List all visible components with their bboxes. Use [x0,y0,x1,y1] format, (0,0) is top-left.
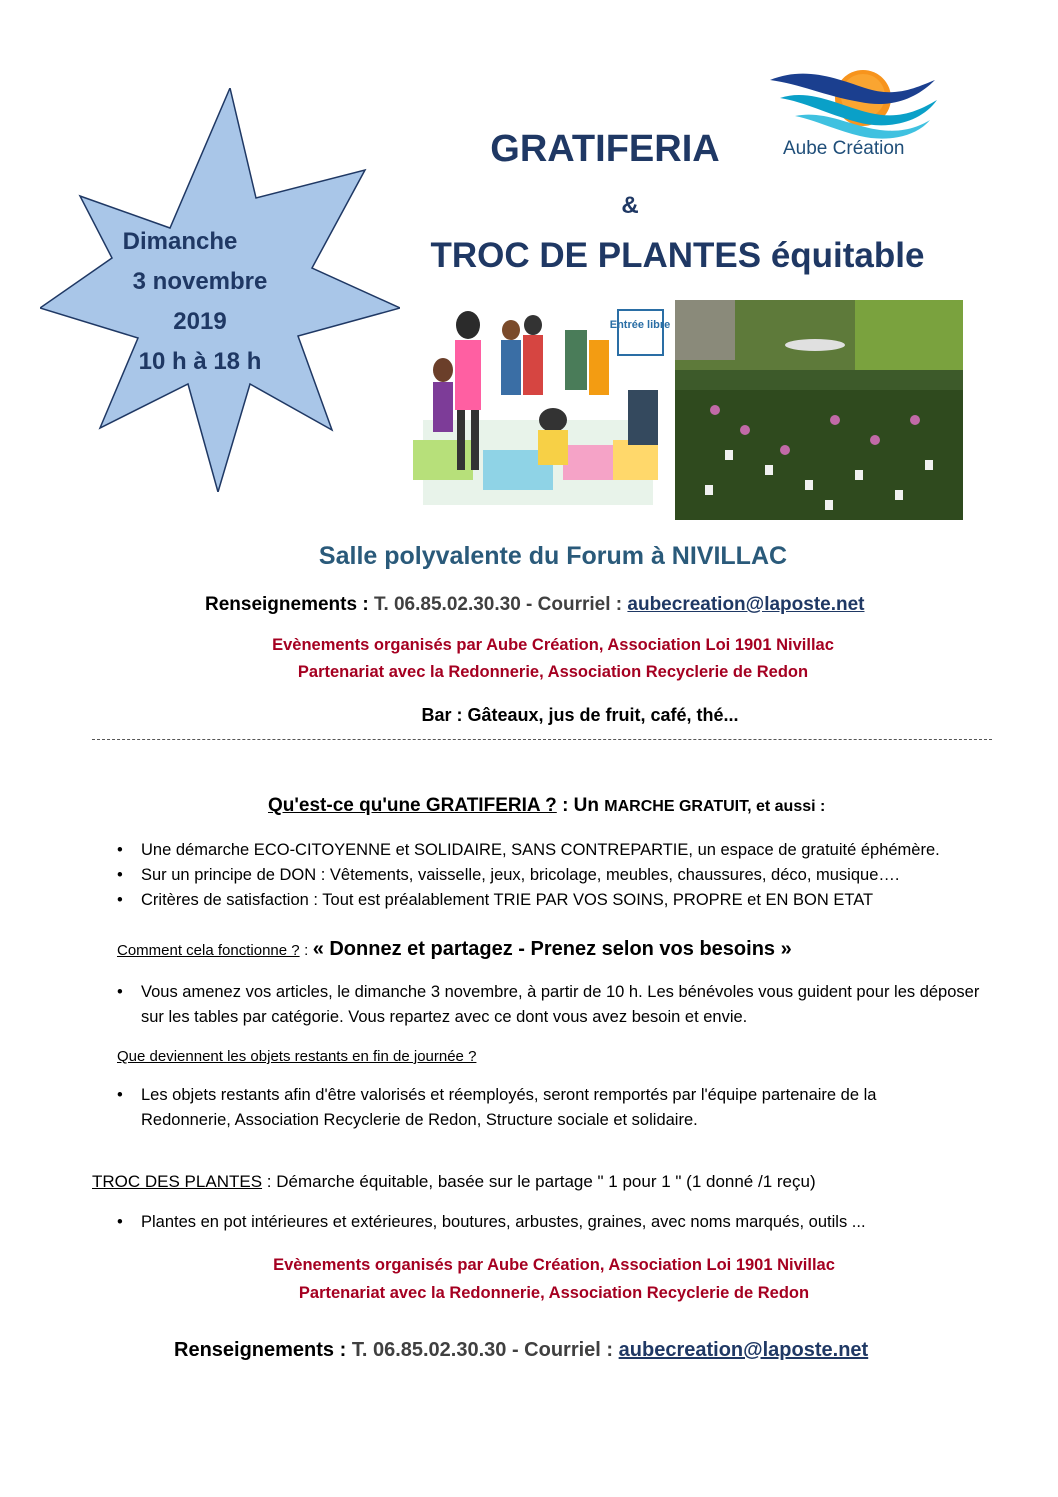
gratiferia-answer-un: : Un [562,795,599,816]
dashed-divider [92,739,992,740]
starburst-day: Dimanche [122,228,238,255]
footer-organizers-line-2: Partenariat avec la Redonnerie, Association Recyclerie de Redon [298,1284,810,1302]
gratiferia-question-line [268,795,825,817]
how-label: Comment cela fonctionne ? [117,942,300,959]
contact-email-link[interactable]: aubecreation@laposte.net [627,594,865,615]
troc-bullets [113,1210,993,1235]
remaining-bullets [113,1083,953,1133]
how-sep: : [304,942,309,959]
starburst-date: 3 novembre [132,268,268,295]
remaining-label: Que deviennent les objets restants en fin de journée ? [117,1048,477,1065]
list-item: • Une démarche ECO-CITOYENNE et SOLIDAIRE, SANS CONTREPARTIE, un espace de gratuité éphémère. [113,838,993,863]
contact-line [205,594,865,616]
title-gratiferia: GRATIFERIA [490,128,720,170]
title-troc: TROC DE PLANTES équitable [430,236,925,275]
list-item: • Critères de satisfaction : Tout est préalablement TRIE PAR VOS SOINS, PROPRE et EN BON ETAT [113,888,993,913]
list-item: • Vous amenez vos articles, le dimanche 3 novembre, à partir de 10 h. Les bénévoles vous guident pour les déposer sur les tables par catégorie. Vous repartez avec ce dont vous avez besoin et envie. [113,980,983,1030]
contact-label: Renseignements : [205,594,369,615]
aube-creation-logo [765,58,945,168]
footer-contact-phone: T. 06.85.02.30.30 - Courriel : [351,1339,614,1361]
gratiferia-question: Qu'est-ce qu'une GRATIFERIA ? [268,795,557,816]
how-quote: « Donnez et partagez - Prenez selon vos besoins » [312,938,792,960]
gratiferia-illustration [403,300,671,505]
footer-email-link[interactable]: aubecreation@laposte.net [618,1339,869,1361]
people-exchange-icon [403,300,671,505]
organizers-line-2: Partenariat avec la Redonnerie, Association Recyclerie de Redon [297,663,809,681]
list-item: • Sur un principe de DON : Vêtements, vaisselle, jeux, bricolage, meubles, chaussures, déco, musique…. [113,863,993,888]
date-starburst [40,88,400,492]
gratiferia-answer: MARCHE GRATUIT, et aussi : [604,798,826,815]
footer-contact-line [174,1339,868,1362]
troc-label: TROC DES PLANTES [92,1172,263,1191]
title-ampersand: & [621,192,639,219]
troc-line [92,1172,816,1192]
contact-phone: T. 06.85.02.30.30 - Courriel : [373,594,623,615]
footer-organizers-line-1: Evènements organisés par Aube Création, Association Loi 1901 Nivillac [273,1256,835,1274]
list-item: • Plantes en pot intérieures et extérieures, boutures, arbustes, graines, avec noms marqués, outils ... [113,1210,993,1235]
venue-heading: Salle polyvalente du Forum à NIVILLAC [318,542,788,570]
entree-libre-sign: Entrée libre [609,319,671,331]
troc-desc: : Démarche équitable, basée sur le partage " 1 pour 1 " (1 donné /1 reçu) [266,1172,816,1191]
how-bullets [113,980,983,1030]
starburst-hours: 10 h à 18 h [138,348,262,375]
plant-photo-icon [675,300,963,520]
bar-info: Bar : Gâteaux, jus de fruit, café, thé... [421,705,739,725]
footer-contact-label: Renseignements : [174,1339,347,1361]
list-item: • Les objets restants afin d'être valorisés et réemployés, seront remportés par l'équipe partenaire de la Redonnerie, Association Recyclerie de Redon, Structure sociale et solidaire. [113,1083,953,1133]
starburst-year: 2019 [173,308,227,335]
organizers-line-1: Evènements organisés par Aube Création, Association Loi 1901 Nivillac [272,636,834,654]
plant-market-photo [675,300,963,520]
how-line [117,938,792,961]
gratiferia-bullets [113,838,993,913]
logo-text: Aube Création [783,138,905,159]
